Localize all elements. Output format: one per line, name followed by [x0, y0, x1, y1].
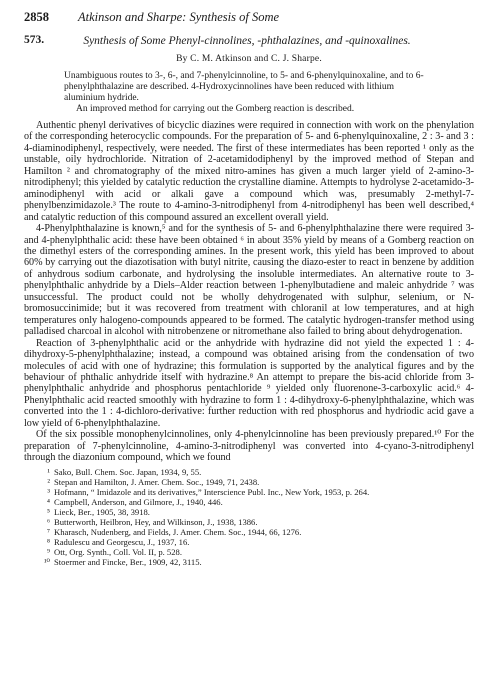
- page-header: [24, 10, 474, 30]
- body-paragraph: Of the six possible monophenylcinnolines, only 4-phenylcinnoline has been previously prepared.¹⁰ For the preparation of 7-phenylcinnoline, 4-amino-3-nitrodiphenyl was converted into 4-cyano-3-nitrodiphenyl through the diazonium compound, which we found: [24, 429, 474, 464]
- article-body: [24, 120, 474, 464]
- references: [24, 467, 474, 568]
- byline: By C. M. Atkinson and C. J. Sharpe.: [176, 54, 322, 64]
- article-title: Synthesis of Some Phenyl-cinnolines, -phthalazines, and -quinoxalines.: [83, 35, 411, 47]
- reference-item: ¹⁰ Stoermer and Fincke, Ber., 1909, 42, 3115.: [43, 557, 202, 568]
- reference-item: ¹ Sako, Bull. Chem. Soc. Japan, 1934, 9, 55.: [47, 466, 202, 477]
- reference-item: ⁸ Radulescu and Georgescu, J., 1937, 16.: [47, 537, 190, 548]
- reference-item: ⁹ Ott, Org. Synth., Coll. Vol. II, p. 528.: [47, 547, 182, 558]
- article-number: 573.: [24, 34, 45, 46]
- reference-item: ² Stepan and Hamilton, J. Amer. Chem. Soc., 1949, 71, 2438.: [47, 476, 260, 487]
- body-paragraph: Authentic phenyl derivatives of bicyclic diazines were required in connection with work on the phenylation of the corresponding heterocyclic compounds. For the preparation of 5- and 6-phenylquinoxaline, 2 : 3- and 3 : 4-diaminodiphenyl, respectively, were needed. The first of these intermediates has been reported ¹ only as the unstable, oily hydrochloride. Nitration of 2-acetamidodiphenyl by the improved method of Stepan and Hamilton ² and chromatography of the mixed nitro-amines has given a much larger yield of 2-amino-3-nitrodiphenyl; this yielded by catalytic reduction the crystalline diamine. Attempts to hydrolyse 2-acetamido-3-aminodiphenyl with acid or alkali gave a compound which was, presumably 2-methyl-7-phenylbenzimidazole.³ The route to 4-amino-3-nitrodiphenyl from 4-nitrodiphenyl has been well described,⁴ and catalytic reduction of this compound assured an excellent overall yield.: [24, 120, 474, 223]
- page-number: 2858: [24, 10, 49, 24]
- running-title: Atkinson and Sharpe: Synthesis of Some: [78, 10, 280, 24]
- reference-item: ³ Hofmann, “ Imidazole and its derivatives,” Interscience Publ. Inc., New York, 1953, p. 264.: [47, 486, 370, 497]
- abstract-paragraph: Unambiguous routes to 3-, 6-, and 7-phenylcinnoline, to 5- and 6-phenylquinoxaline, and to 6-phenylphthalazine are described. 4-Hydroxycinnolines have been reduced with lithium aluminium hydride.: [64, 71, 424, 103]
- reference-item: ⁶ Butterworth, Heilbron, Hey, and Wilkinson, J., 1938, 1386.: [47, 517, 258, 528]
- body-paragraph: 4-Phenylphthalazine is known,⁵ and for the synthesis of 5- and 6-phenylphthalazine there were required 3- and 4-phenylphthalic acid: these have been obtained ⁶ in about 35% yield by means of a Gomberg reaction on the dimethyl esters of the corresponding amines. In the present work, this yield has been improved to about 60% by carrying out the diazotisation with butyl nitrite, causing the diazo-ester to react in benzene by addition of anhydrous sodium carbonate, and hydrolysing the insoluble intermediates. An alternative route to 3-phenylphthalic anhydride by a Diels–Alder reaction between 1-phenylbutadiene and maleic anhydride ⁷ was unsuccessful. The product could not be wholly dehydrogenated with sulphur, selenium, or N-bromosuccinimide; but it was recovered from treatment with chloranil at low temperatures, and at high temperatures only halogeno-compounds appeared to be formed. The catalytic hydrogen-transfer method using palladised charcoal in alcohol with nitrobenzene or nitromethane also failed to bring about dehydrogenation.: [24, 223, 474, 338]
- reference-item: ⁵ Lieck, Ber., 1905, 38, 3918.: [47, 506, 150, 517]
- reference-item: ⁴ Campbell, Anderson, and Gilmore, J., 1940, 446.: [47, 496, 223, 507]
- abstract-paragraph: An improved method for carrying out the Gomberg reaction is described.: [76, 104, 355, 114]
- body-paragraph: Reaction of 3-phenylphthalic acid or the anhydride with hydrazine did not yield the expected 1 : 4-dihydroxy-5-phenylphthalazine; instead, a compound was obtained arising from the condensation of two molecules of acid with one of hydrazine; this formulation is supported by the analytical figures and by the behaviour of phthalic anhydride itself with hydrazine.⁸ An attempt to prepare the bis-acid chloride from 3-phenylphthalic anhydride and phosphorus pentachloride ⁹ yielded only fluorenone-3-carboxylic acid.⁶ 4-Phenylphthalic acid reacted smoothly with hydrazine to form 1 : 4-dihydroxy-6-phenylphthalazine, which was converted into the 1 : 4-dichloro-derivative: further reduction with red phosphorus and hydriodic acid gave a low yield of 6-phenylphthalazine.: [24, 337, 474, 429]
- abstract: [64, 71, 434, 115]
- article-title-block: [24, 34, 474, 48]
- reference-item: ⁷ Kharasch, Nudenberg, and Fields, J. Amer. Chem. Soc., 1944, 66, 1276.: [47, 527, 302, 538]
